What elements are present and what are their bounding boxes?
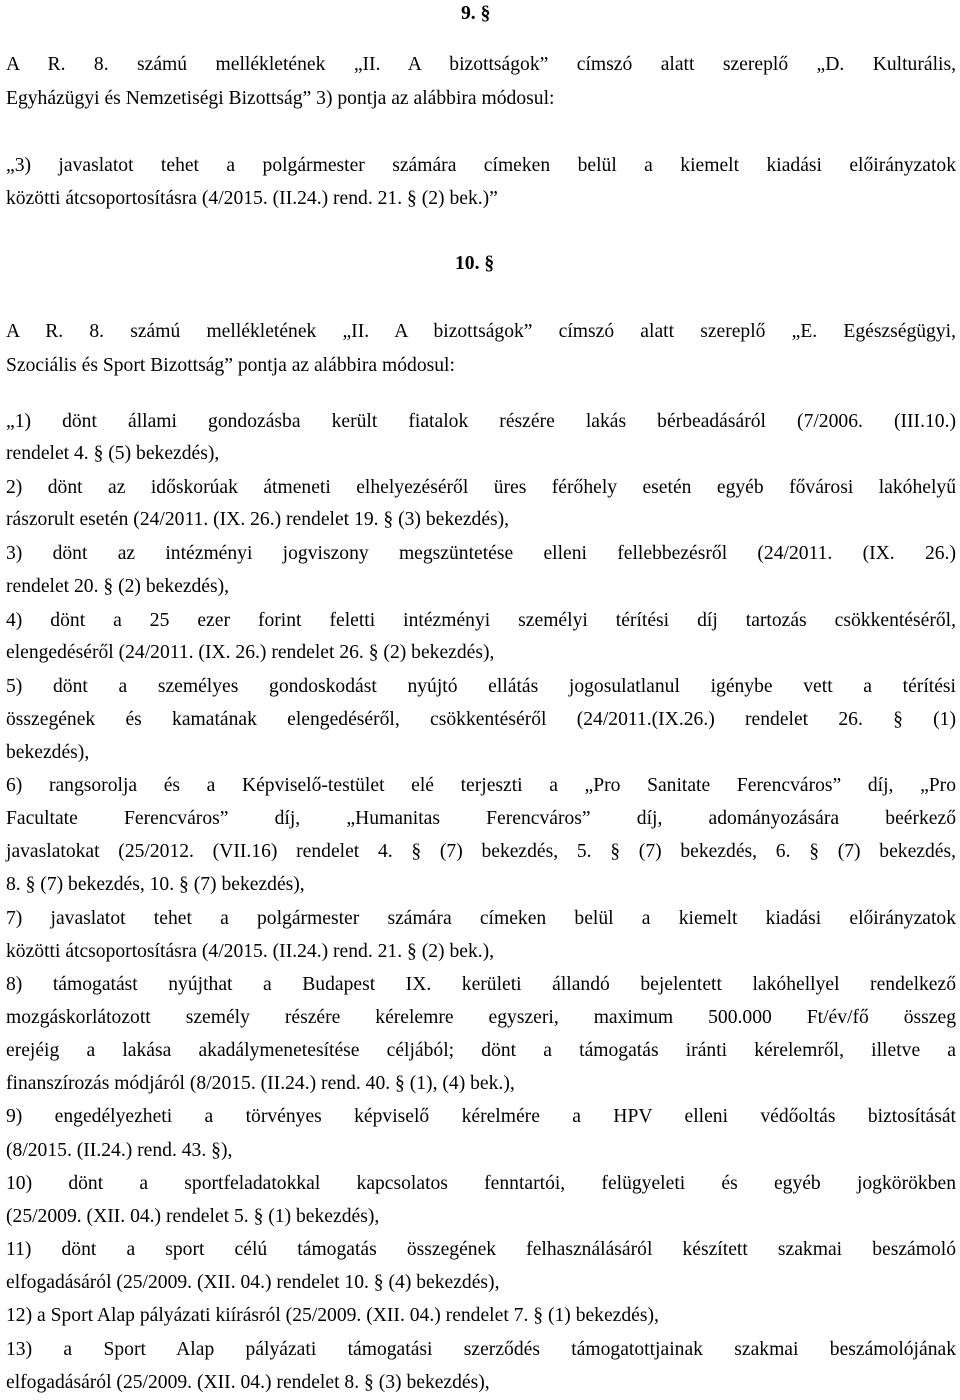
paragraph-line: A R. 8. számú mellékletének „II. A bizottságok” címszó alatt szereplő „E. Egészségügyi, — [6, 321, 956, 342]
paragraph-line: mozgáskorlátozott személy részére kérelemre egyszeri, maximum 500.000 Ft/év/fő összeg — [6, 1007, 956, 1028]
paragraph-line: 7) javaslatot tehet a polgármester számára címeken belül a kiemelt kiadási előirányzatok — [6, 908, 956, 929]
paragraph-line: közötti átcsoportosításra (4/2015. (II.24.) rend. 21. § (2) bek.), — [6, 941, 495, 962]
paragraph-line: elengedéséről (24/2011. (IX. 26.) rendelet 26. § (2) bekezdés), — [6, 642, 495, 663]
paragraph-line: közötti átcsoportosításra (4/2015. (II.24.) rend. 21. § (2) bek.)” — [6, 188, 498, 209]
paragraph-line: erejéig a lakása akadálymenetesítése céljából; dönt a támogatás iránti kérelemről, illetve a — [6, 1040, 956, 1061]
paragraph-line: 4) dönt a 25 ezer forint feletti intézményi személyi térítési díj tartozás csökkentéséről, — [6, 610, 956, 631]
paragraph-line: 2) dönt az időskorúak átmeneti elhelyezéséről üres férőhely esetén egyéb fővárosi lakóhelyű — [6, 477, 956, 498]
paragraph-line: rendelet 4. § (5) bekezdés), — [6, 443, 220, 464]
paragraph-line: összegének és kamatának elengedéséről, csökkentéséről (24/2011.(IX.26.) rendelet 26. § (1) — [6, 709, 956, 730]
paragraph-line: „1) dönt állami gondozásba került fiatalok részére lakás bérbeadásáról (7/2006. (III.10.) — [6, 411, 956, 432]
paragraph-line: (25/2009. (XII. 04.) rendelet 5. § (1) bekezdés), — [6, 1206, 380, 1227]
paragraph-line: rászorult esetén (24/2011. (IX. 26.) rendelet 19. § (3) bekezdés), — [6, 509, 510, 530]
paragraph-line: Egyházügyi és Nemzetiségi Bizottság” 3) pontja az alábbira módosul: — [6, 88, 555, 109]
paragraph-line: Facultate Ferencváros” díj, „Humanitas Ferencváros” díj, adományozására beérkező — [6, 808, 956, 829]
paragraph-line: Szociális és Sport Bizottság” pontja az alábbira módosul: — [6, 355, 455, 376]
paragraph-line: A R. 8. számú mellékletének „II. A bizottságok” címszó alatt szereplő „D. Kulturális, — [6, 54, 956, 75]
paragraph-line: bekezdés), — [6, 742, 90, 763]
paragraph-line: 12) a Sport Alap pályázati kiírásról (25/2009. (XII. 04.) rendelet 7. § (1) bekezdés), — [6, 1305, 659, 1326]
paragraph-line: 3) dönt az intézményi jogviszony megszüntetése elleni fellebbezésről (24/2011. (IX. 26.) — [6, 543, 956, 564]
paragraph-line: 5) dönt a személyes gondoskodást nyújtó ellátás jogosulatlanul igénybe vett a térítési — [6, 676, 956, 697]
paragraph-line: 11) dönt a sport célú támogatás összegének felhasználásáról készített szakmai beszámoló — [6, 1239, 956, 1260]
section-heading: 10. § — [455, 253, 495, 274]
paragraph-line: elfogadásáról (25/2009. (XII. 04.) rendelet 8. § (3) bekezdés), — [6, 1372, 490, 1393]
paragraph-line: 9) engedélyezheti a törvényes képviselő kérelmére a HPV elleni védőoltás biztosítását — [6, 1106, 956, 1127]
section-heading: 9. § — [461, 3, 491, 24]
paragraph-line: 10) dönt a sportfeladatokkal kapcsolatos fenntartói, felügyeleti és egyéb jogkörökben — [6, 1173, 956, 1194]
paragraph-line: 6) rangsorolja és a Képviselő-testület elé terjeszti a „Pro Sanitate Ferencváros” díj, „Pro — [6, 775, 956, 796]
paragraph-line: 13) a Sport Alap pályázati támogatási szerződés támogatottjainak szakmai beszámolójának — [6, 1339, 956, 1360]
paragraph-line: elfogadásáról (25/2009. (XII. 04.) rendelet 10. § (4) bekezdés), — [6, 1272, 500, 1293]
paragraph-line: 8) támogatást nyújthat a Budapest IX. kerületi állandó bejelentett lakóhellyel rendelkező — [6, 974, 956, 995]
paragraph-line: finanszírozás módjáról (8/2015. (II.24.) rend. 40. § (1), (4) bek.), — [6, 1073, 515, 1094]
paragraph-line: javaslatokat (25/2012. (VII.16) rendelet 4. § (7) bekezdés, 5. § (7) bekezdés, 6. § (7) bekezdés, — [6, 841, 956, 862]
paragraph-line: rendelet 20. § (2) bekezdés), — [6, 576, 230, 597]
paragraph-line: „3) javaslatot tehet a polgármester számára címeken belül a kiemelt kiadási előirányzatok — [6, 155, 956, 176]
paragraph-line: (8/2015. (II.24.) rend. 43. §), — [6, 1140, 233, 1161]
paragraph-line: 8. § (7) bekezdés, 10. § (7) bekezdés), — [6, 874, 305, 895]
